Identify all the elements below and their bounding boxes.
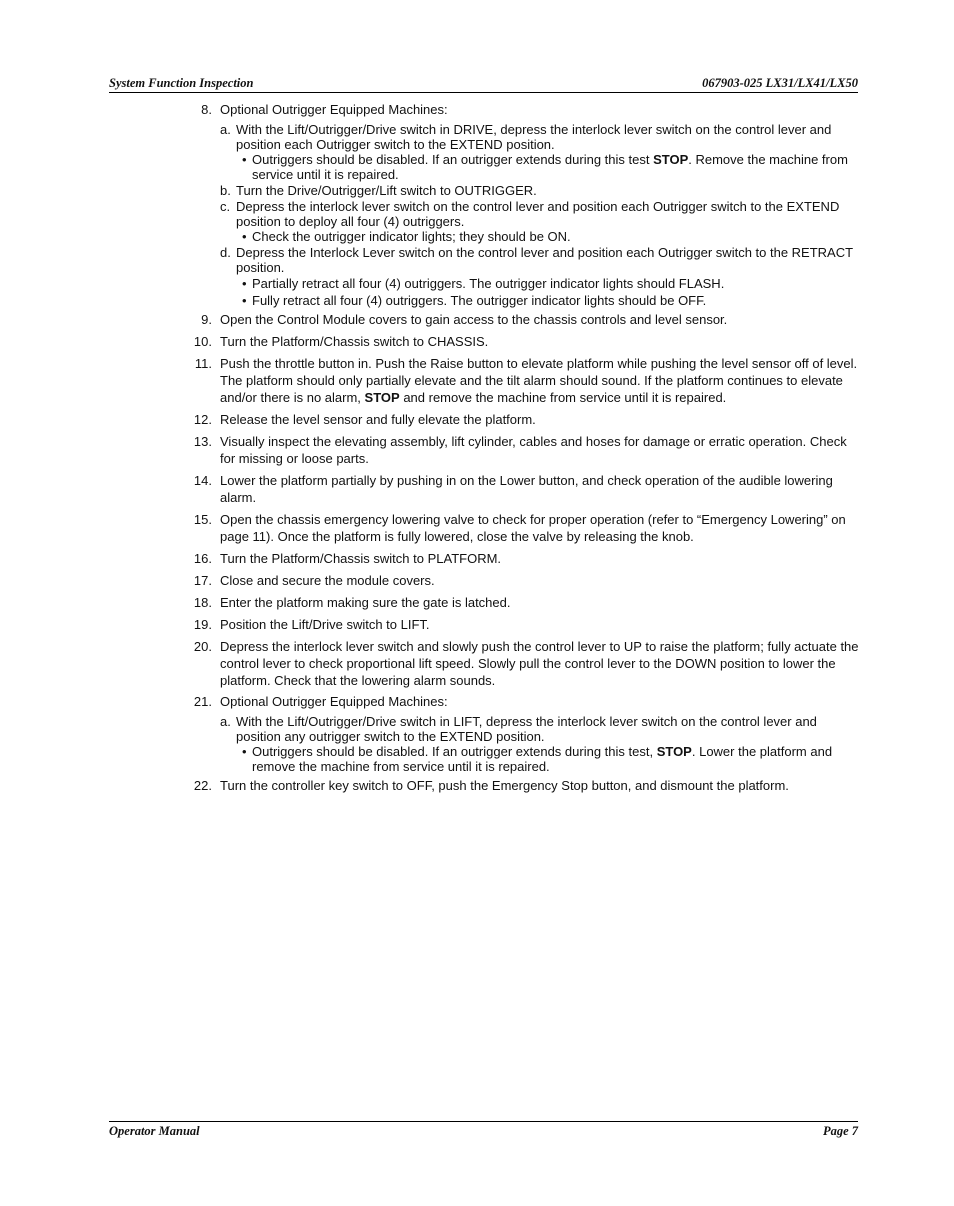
step-9 [188, 311, 860, 328]
step-text: Push the throttle button in. Push the Raise button to elevate platform while pushing the level sensor off of level. The platform should only partially elevate and the tilt alarm should sound. If the platform continues to elevate and/or there is no alarm, STOP and remove the machine from service until it is repaired. [220, 356, 858, 405]
step-text: Lower the platform partially by pushing in on the Lower button, and check operation of the audible lowering alarm. [220, 473, 833, 505]
step-15 [188, 511, 860, 545]
step-number: 10. [193, 334, 212, 349]
substep-text: Turn the Drive/Outrigger/Lift switch to OUTRIGGER. [236, 183, 537, 198]
step-14 [188, 472, 860, 506]
footer-manual-title: Operator Manual [109, 1124, 200, 1138]
bullet-icon: • [242, 276, 247, 291]
step-text: Optional Outrigger Equipped Machines: [220, 102, 448, 117]
bullet-icon: • [242, 152, 247, 167]
step-21 [188, 694, 860, 774]
step-19 [188, 616, 860, 633]
bullet-item: • Check the outrigger indicator lights; they should be ON. [242, 229, 571, 244]
step-17 [188, 572, 860, 589]
substep-text: Depress the Interlock Lever switch on the control lever and position each Outrigger switch to the RETRACT position. [236, 245, 853, 275]
substep-text: Depress the interlock lever switch on the control lever and position each Outrigger switch to the EXTEND position to deploy all four (4) outriggers. [236, 199, 840, 229]
step-number: 21. [193, 694, 212, 709]
bullet-item: • Partially retract all four (4) outriggers. The outrigger indicator lights should FLASH. [242, 276, 725, 291]
step-text: Turn the Platform/Chassis switch to PLATFORM. [220, 551, 502, 566]
step-10 [188, 333, 860, 350]
step-text: Depress the interlock lever switch and slowly push the control lever to UP to raise the platform; fully actuate the control lever to check proportional lift speed. Slowly pull the control lever to the DOWN position to lower the platform. Check that the lowering alarm sounds. [220, 639, 859, 688]
substep-letter: c. [220, 199, 231, 214]
step-13 [188, 433, 860, 467]
step-text: Close and secure the module covers. [220, 573, 435, 588]
substep-8d [220, 245, 860, 308]
step-number: 12. [193, 412, 212, 427]
bullet-icon: • [242, 229, 247, 244]
stop-warning: STOP [653, 152, 689, 167]
step-18 [188, 594, 860, 611]
substep-text: With the Lift/Outrigger/Drive switch in DRIVE, depress the interlock lever switch on the control lever and position each Outrigger switch to the EXTEND position. [236, 122, 832, 152]
substep-8a [220, 122, 860, 182]
bullet-item: • Outriggers should be disabled. If an outrigger extends during this test STOP. Remove the machine from service until it is repaired. [242, 152, 848, 182]
page-header [109, 76, 858, 93]
step-text: Open the chassis emergency lowering valve to check for proper operation (refer to “Emergency Lowering” on page 11). Once the platform is fully lowered, close the valve by releasing the knob. [220, 512, 846, 544]
step-number: 17. [193, 573, 212, 588]
step-text: Enter the platform making sure the gate is latched. [220, 595, 511, 610]
stop-warning: STOP [364, 390, 400, 405]
step-number: 14. [193, 473, 212, 488]
step-number: 15. [193, 512, 212, 527]
step-text: Open the Control Module covers to gain access to the chassis controls and level sensor. [220, 312, 728, 327]
substep-8b [220, 183, 860, 198]
step-text: Optional Outrigger Equipped Machines: [220, 694, 448, 709]
bullet-icon: • [242, 293, 247, 308]
step-text: Turn the Platform/Chassis switch to CHASSIS. [220, 334, 489, 349]
step-16 [188, 550, 860, 567]
bullet-item: • Outriggers should be disabled. If an outrigger extends during this test, STOP. Lower the platform and remove the machine from service until it is repaired. [242, 744, 833, 774]
header-section-title: System Function Inspection [109, 76, 254, 90]
page-footer [109, 1121, 858, 1139]
procedure-list [188, 102, 860, 794]
stop-warning: STOP [656, 744, 692, 759]
step-number: 11. [194, 356, 212, 371]
step-22 [188, 777, 860, 794]
step-number: 8. [201, 102, 212, 117]
step-12 [188, 411, 860, 428]
step-number: 18. [193, 595, 212, 610]
substep-letter: a. [220, 122, 231, 137]
step-text: Release the level sensor and fully elevate the platform. [220, 412, 536, 427]
step-text: Position the Lift/Drive switch to LIFT. [220, 617, 430, 632]
step-number: 19. [193, 617, 212, 632]
step-11 [188, 355, 860, 406]
step-number: 9. [201, 312, 212, 327]
step-number: 16. [193, 551, 212, 566]
step-number: 20. [193, 639, 212, 654]
substep-letter: d. [220, 245, 231, 260]
substep-letter: b. [220, 183, 231, 198]
substep-21a [220, 714, 860, 774]
step-text: Visually inspect the elevating assembly, lift cylinder, cables and hoses for damage or erratic operation. Check for missing or loose parts. [220, 434, 847, 466]
step-number: 22. [193, 778, 212, 793]
step-text: Turn the controller key switch to OFF, push the Emergency Stop button, and dismount the platform. [220, 778, 789, 793]
bullet-item: • Fully retract all four (4) outriggers. The outrigger indicator lights should be OFF. [242, 293, 707, 308]
step-number: 13. [193, 434, 212, 449]
substep-letter: a. [220, 714, 231, 729]
substep-text: With the Lift/Outrigger/Drive switch in LIFT, depress the interlock lever switch on the control lever and position any outrigger switch to the EXTEND position. [236, 714, 817, 744]
bullet-icon: • [242, 744, 247, 759]
page-number: Page 7 [822, 1124, 858, 1138]
step-20 [188, 638, 860, 689]
header-document-id: 067903-025 LX31/LX41/LX50 [702, 76, 858, 90]
substep-8c [220, 199, 860, 244]
step-8 [188, 102, 860, 308]
